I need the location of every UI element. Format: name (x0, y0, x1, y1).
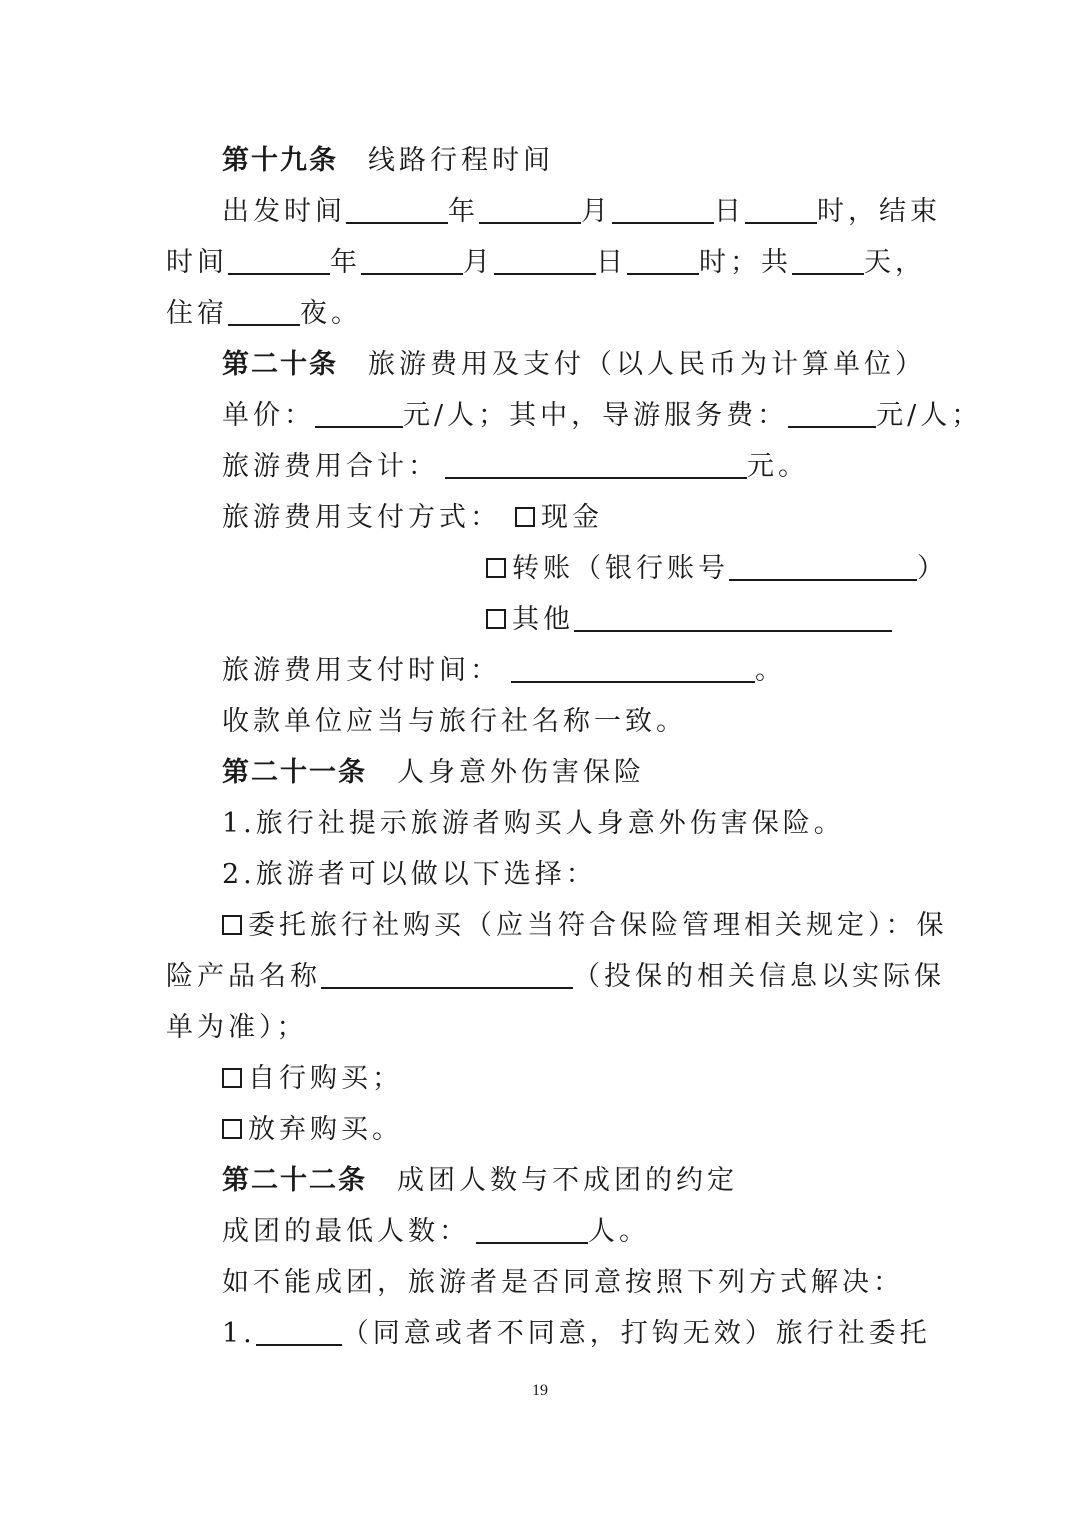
label-year: 年 (448, 196, 479, 227)
insurance-item-2-text: 2.旅游者可以做以下选择： (222, 859, 597, 890)
checkbox-self-buy[interactable] (222, 1068, 242, 1088)
article-title: 成团人数与不成团的约定 (397, 1165, 738, 1196)
basis-text: 单为准）； (166, 1012, 308, 1043)
give-up-label: 放弃购买。 (248, 1114, 403, 1145)
checkbox-entrust[interactable] (222, 915, 242, 935)
end-time-line (166, 238, 926, 288)
insurance-self-line (222, 1054, 403, 1104)
blank-unit-price[interactable] (315, 396, 403, 428)
insurance-item-2 (222, 850, 597, 900)
article-heading: 第二十条 (222, 349, 338, 380)
entrust-label: 委托旅行社购买（应当符合保险管理相关规定）：保 (248, 910, 948, 941)
blank-bank-account[interactable] (729, 549, 917, 581)
label-hour-end: 时，结束 (817, 196, 941, 227)
item-number: 1. (222, 1318, 256, 1349)
label-min-people: 成团的最低人数： (222, 1216, 470, 1247)
min-group-line (222, 1207, 650, 1257)
if-not-line (222, 1258, 904, 1308)
checkbox-other[interactable] (486, 609, 506, 629)
label-yuan: 元。 (747, 451, 809, 482)
label-nights: 夜。 (300, 298, 362, 329)
label-time: 时间 (166, 247, 228, 278)
blank-depart-year[interactable] (346, 192, 448, 224)
payment-other-line (486, 595, 892, 645)
article-21-title-line (222, 748, 645, 798)
blank-end-month[interactable] (361, 243, 463, 275)
insurance-entrust-line (222, 901, 948, 951)
blank-end-year[interactable] (228, 243, 330, 275)
article-title: 旅游费用及支付（以人民币为计算单位） (368, 349, 926, 380)
article-title: 人身意外伤害保险 (397, 757, 645, 788)
payee-note: 收款单位应当与旅行社名称一致。 (222, 706, 687, 737)
label-period: 。 (755, 655, 786, 686)
checkbox-give-up[interactable] (222, 1119, 242, 1139)
blank-total-fee[interactable] (445, 447, 747, 479)
group-item-1-line (222, 1309, 931, 1359)
payment-transfer-line (486, 544, 948, 594)
payment-time-line (222, 646, 786, 696)
label-per-person: 元/人； (876, 400, 983, 431)
payment-method-line (222, 493, 603, 543)
blank-depart-day[interactable] (612, 192, 714, 224)
blank-depart-hour[interactable] (745, 192, 817, 224)
label-product-name: 险产品名称 (166, 961, 321, 992)
total-fee-line (222, 442, 809, 492)
insurance-item-1 (222, 799, 845, 849)
page-number: 19 (532, 1382, 548, 1399)
departure-line (222, 187, 941, 237)
article-heading: 第十九条 (222, 145, 338, 176)
blank-total-days[interactable] (792, 243, 864, 275)
blank-end-day[interactable] (494, 243, 596, 275)
blank-end-hour[interactable] (627, 243, 699, 275)
label-days: 天， (864, 247, 926, 278)
checkbox-cash[interactable] (515, 507, 535, 527)
label-stay: 住宿 (166, 298, 228, 329)
blank-min-people[interactable] (476, 1212, 588, 1244)
label-day: 日 (596, 247, 627, 278)
label-month: 月 (463, 247, 494, 278)
label-payment-time: 旅游费用支付时间： (222, 655, 501, 686)
self-buy-label: 自行购买； (248, 1063, 403, 1094)
if-not-text: 如不能成团，旅游者是否同意按照下列方式解决： (222, 1267, 904, 1298)
option-transfer-close: ） (917, 553, 948, 584)
blank-agree[interactable] (256, 1314, 342, 1346)
unit-price-line (222, 391, 982, 441)
article-title: 线路行程时间 (368, 145, 554, 176)
blank-nights[interactable] (228, 294, 300, 326)
label-depart: 出发时间 (222, 196, 346, 227)
option-other-label: 其他 (512, 604, 574, 635)
payee-line (222, 697, 687, 747)
article-heading: 第二十一条 (222, 757, 367, 788)
label-hour-total: 时；共 (699, 247, 792, 278)
label-payment-method: 旅游费用支付方式： (222, 502, 501, 533)
option-transfer-label: 转账（银行账号 (512, 553, 729, 584)
option-cash-label: 现金 (541, 502, 603, 533)
agree-text: （同意或者不同意，打钩无效）旅行社委托 (341, 1318, 931, 1349)
label-month: 月 (581, 196, 612, 227)
insurance-item-1-text: 1.旅行社提示旅游者购买人身意外伤害保险。 (222, 808, 845, 839)
insurance-basis-line (166, 1003, 308, 1053)
blank-product-name[interactable] (321, 957, 573, 989)
label-guide-fee: 元/人；其中，导游服务费： (403, 400, 789, 431)
stay-line (166, 289, 362, 339)
blank-payment-time[interactable] (511, 651, 755, 683)
label-total: 旅游费用合计： (222, 451, 439, 482)
insurance-giveup-line (222, 1105, 403, 1155)
blank-other-method[interactable] (574, 600, 892, 632)
article-19-title-line (222, 136, 554, 186)
label-unit-price: 单价： (222, 400, 315, 431)
blank-depart-month[interactable] (479, 192, 581, 224)
insurance-product-line (166, 952, 945, 1002)
blank-guide-fee[interactable] (788, 396, 876, 428)
article-heading: 第二十二条 (222, 1165, 367, 1196)
label-year: 年 (330, 247, 361, 278)
label-people: 人。 (588, 1216, 650, 1247)
checkbox-transfer[interactable] (486, 558, 506, 578)
article-20-title-line (222, 340, 926, 390)
label-day: 日 (714, 196, 745, 227)
article-22-title-line (222, 1156, 738, 1206)
label-product-note: （投保的相关信息以实际保 (573, 961, 945, 992)
